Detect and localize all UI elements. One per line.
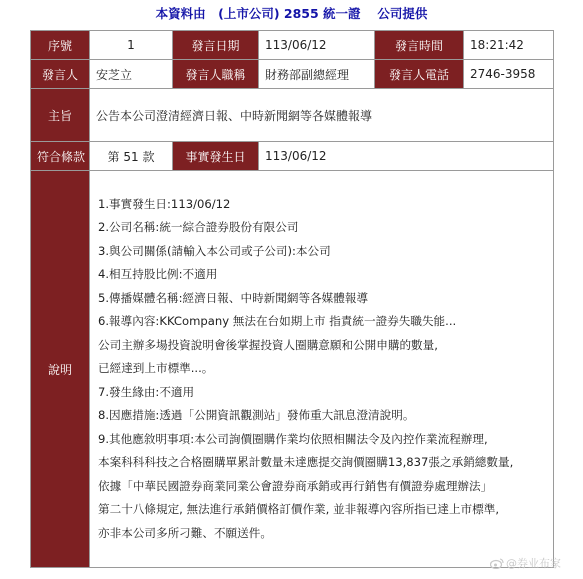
page-title: 本資料由 (上市公司) 2855 統一證 公司提供	[155, 6, 428, 21]
clause-label: 符合條款	[31, 142, 90, 171]
description-line: 公司主辦多場投資說明會後掌握投資人圈購意願和公開申購的數量,	[98, 337, 438, 352]
row-sequence	[31, 31, 554, 60]
speaker-title-label: 發言人職稱	[173, 60, 259, 89]
description-line: 1.事實發生日:113/06/12	[98, 196, 231, 211]
description-line: 本案科科科技之合格圈購單累計數量未達應提交詢價圈購13,837張之承銷總數量,	[98, 455, 514, 470]
event-date-label: 事實發生日	[173, 142, 259, 171]
description-line: 3.與公司關係(請輸入本公司或子公司):本公司	[98, 243, 331, 258]
time-label: 發言時間	[375, 31, 464, 60]
description-line: 5.傳播媒體名稱:經濟日報、中時新聞網等各媒體報導	[98, 290, 369, 305]
description-line: 第二十八條規定, 無法進行承銷價格訂價作業, 並非報導內容所指已達上市標準,	[98, 502, 500, 517]
row-description	[31, 171, 554, 568]
weibo-icon	[490, 558, 504, 569]
description-lines	[96, 193, 547, 546]
date-label: 發言日期	[173, 31, 259, 60]
subject-value: 公告本公司澄清經濟日報、中時新聞網等各媒體報導	[90, 89, 554, 142]
watermark-text: @券业布家	[506, 557, 561, 570]
description-line: 依據「中華民國證券商業同業公會證券商承銷或再行銷售有價證券處理辦法」	[98, 478, 493, 493]
date-value: 113/06/12	[259, 31, 375, 60]
description-line: 已經達到上市標準...。	[98, 361, 214, 376]
phone-value: 2746-3958	[464, 60, 554, 89]
row-clause	[31, 142, 554, 171]
time-value: 18:21:42	[464, 31, 554, 60]
description-line: 亦非本公司多所刁難、不願送件。	[98, 525, 272, 540]
speaker-value: 安芝立	[90, 60, 173, 89]
event-date-value: 113/06/12	[259, 142, 554, 171]
seq-value: 1	[90, 31, 173, 60]
description-line: 7.發生緣由:不適用	[98, 384, 195, 399]
description-line: 8.因應措施:透過「公開資訊觀測站」發佈重大訊息澄清說明。	[98, 408, 415, 423]
announcement-table	[30, 30, 554, 568]
clause-value: 第 51 款	[90, 142, 173, 171]
row-subject	[31, 89, 554, 142]
phone-label: 發言人電話	[375, 60, 464, 89]
description-body	[90, 171, 554, 568]
speaker-title-value: 財務部副總經理	[259, 60, 375, 89]
description-line: 9.其他應敘明事項:本公司詢價圈購作業均依照相關法令及內控作業流程辦理,	[98, 431, 488, 446]
description-label: 說明	[31, 171, 90, 568]
description-line: 2.公司名稱:統一綜合證券股份有限公司	[98, 220, 299, 235]
seq-label: 序號	[31, 31, 90, 60]
subject-label: 主旨	[31, 89, 90, 142]
row-speaker	[31, 60, 554, 89]
description-line: 6.報導內容:KKCompany 無法在台如期上市 指責統一證券失職失能...	[98, 314, 457, 329]
weibo-watermark	[490, 555, 561, 571]
speaker-label: 發言人	[31, 60, 90, 89]
description-line: 4.相互持股比例:不適用	[98, 267, 218, 282]
